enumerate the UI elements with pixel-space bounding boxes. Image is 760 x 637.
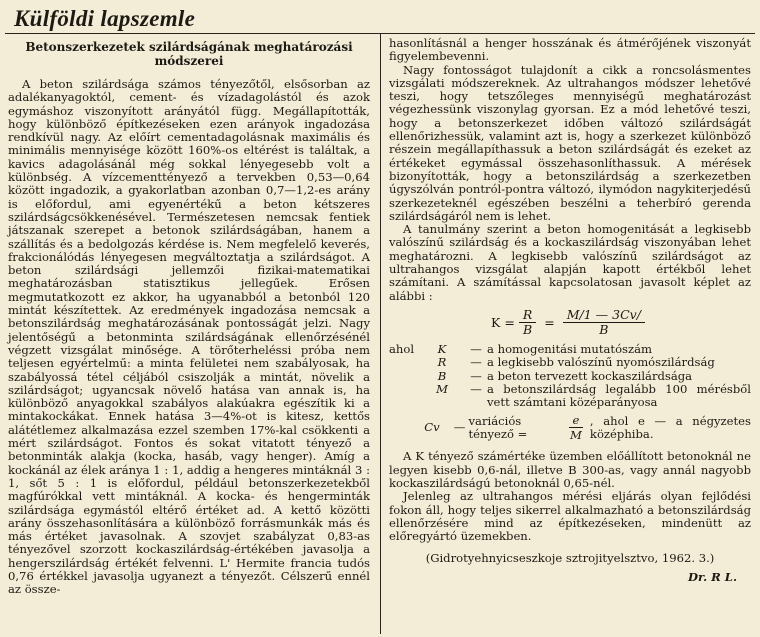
section-heading: Külföldi lapszemle (14, 6, 196, 31)
definition-symbol: M (436, 381, 448, 396)
definition-text: a beton tervezett kockaszilárdsága (487, 368, 693, 383)
cv-fraction (566, 413, 586, 442)
definition-row (389, 356, 751, 369)
definition-row (389, 383, 751, 410)
body-paragraph: A K tényező számértéke üzemben előállított betonoknál ne legyen kisebb 0,6-nál, illetve B 300-as, vagy annál nagyobb kockaszilárdságú betonoknál 0,65-nél. (389, 449, 751, 491)
formula-denominator: B (522, 321, 533, 337)
variation-coefficient (389, 413, 751, 442)
definition-dash: — (470, 381, 482, 396)
article-title: Betonszerkezetek szilárdságának meghatározási módszerei (25, 40, 353, 68)
formula-numerator: R (519, 308, 536, 323)
definitions-lead: ahol (389, 341, 415, 356)
formula-fraction-2 (563, 308, 645, 337)
formula-equals: = (544, 314, 555, 330)
column-divider (380, 34, 381, 634)
left-column (8, 38, 370, 597)
definition-symbol: B (437, 368, 447, 383)
definition-symbol: R (437, 355, 447, 370)
right-column (389, 37, 751, 584)
definition-dash: — (470, 341, 482, 356)
definition-dash: — (470, 368, 482, 383)
formula-denominator: B (599, 321, 609, 337)
body-paragraph: A tanulmány szerint a beton homogenitását a legkisebb valószínű szilárdság és a kockaszilárdság viszonyában lehet meghatározni. A legkisebb valószínű szilárdságot az ultrahangos vizsgálat alapján kapott értékből lehet számítani. A számítással kapcsolatosan javasolt képlet az alábbi : (389, 222, 751, 303)
definition-text: a legkisebb valószínű nyomószilárdság (487, 355, 715, 370)
definition-row (389, 343, 751, 356)
cv-symbol: Cv (424, 420, 440, 435)
source-citation: (Gidrotyehnyicseszkoje sztrojityelsztvo, 1962. 3.) (425, 550, 715, 565)
formula-numerator: M/1 — 3Cv/ (563, 308, 645, 323)
cv-numerator: e (569, 413, 584, 428)
body-paragraph: Nagy fontosságot tulajdonít a cikk a roncsolásmentes vizsgálati módszereknek. Az ultrahangos módszer lehetővé teszi, hogy tetszőleges mennyiségű meghatározást végezhessünk viszonylag gyorsan. Ez a mód lehetővé teszi, hogy a betonszerkezet időben változó szilárdságát ellenőrizhessük, valamint azt is, hogy a szerkezet különböző részein megállapíthassuk a beton szilárdságát és ezeket az értékeket egymással összehasonlíthassuk. A mérések bizonyították, hogy a betonszilárdság a szerkezetben úgyszólván pontról-pontra változó, ilymódon nagykiterjedésű szerkezeteknél egészében beszélni a teherbíró gerenda szilárdságáról nem is lehet. (389, 62, 751, 223)
definition-text: a betonszilárdság legalább 100 mérésből vett számtani középarányosa (487, 381, 751, 410)
body-paragraph: Jelenleg az ultrahangos mérési eljárás olyan fejlődési fokon áll, hogy teljes sikerrel alkalmazható a betonszilárdság ellenőrzésére mind az építkezéseken, mindenütt az előregyártó üzemekben. (389, 489, 751, 544)
definition-row (389, 370, 751, 383)
cv-post: , ahol e — a négyzetes középhiba. (589, 413, 751, 441)
definition-dash: — (470, 355, 482, 370)
cv-dash: — (453, 420, 466, 435)
definition-symbol: K (437, 341, 447, 356)
cv-denominator: M (570, 428, 582, 443)
cv-pre: variációs tényező = (468, 413, 528, 441)
body-paragraph: hasonlításnál a henger hosszának és átmérőjének viszonyát figyelembevenni. (389, 36, 751, 64)
formula-lhs: K = (491, 314, 515, 330)
definitions-list (389, 343, 751, 409)
homogeneity-formula (389, 308, 751, 337)
author-signature: Dr. R L. (687, 569, 737, 584)
definition-text: a homogenitási mutatószám (487, 341, 653, 356)
body-paragraph: A beton szilárdsága számos tényezőtől, elsősorban az adalékanyagoktól, cement- és vízadagolástól és azok egymáshoz viszonyított arányától függ. Megállapították, hogy különböző építkezéseken ezen arányok ingadozása rendkívül nagy. Az előírt cementadagolásnak maximális és minimális mennyisége között 160%-os eltérést is találtak, a kavics adagolásánál még sokkal lényegesebb volt a különbség. A vízcementtényező a tervekben 0,53—0,64 között ingadozik, a gyakorlatban azonban 0,7—1,2-es arány is előfordul, ami egyenértékű a beton kétszeres szilárdságcsökkenésével. Természetesen nemcsak fentiek játszanak szerepet a betonok szilárdságában, hanem a szállítás és a bedolgozás kérdése is. Nem megfelelő keverés, frakcionálódás lényegesen megváltoztatja a szilárdságot. A beton szilárdsági jellemzői fizikai-matematikai meghatározásban statisztikus jellegűek. Erősen megmutatkozott ez akkor, ha ugyanabból a betonból 120 mintát készítettek. Az eredmények ingadozása nemcsak a betonszilárdság meghatározásának pontosságát jelzi. Nagy jelentőségű a betonminta szilárdságának ellenőrzésénél végzett vizsgálat minősége. A törőterheléssi próba nem teljesen egyértelmű: a minta felületei nem szabályosak, ha szabályossá tétel céljából csiszolják a mintát, növelik a szilárdságot; ugyancsak növelő hatása van annak is, ha különböző anyagokkal szabályos alakúakra egészítik ki a mintakockákat. Ennek hatása 3—4%-ot is kitesz, kettős alátétlemez alkalmazása ezzel szemben 17%-kal csökkenti a mért szilárdságot. Fontos és sokat vitatott tényező a betonminták alakja (kocka, hasáb, vagy henger). Amíg a kockánál az élek aránya 1 : 1, addig a hengeres mintáknál 3 : 1, sőt 5 : 1 is előfordul, például betonszerkezetekből magfúrókkal vett mintáknál. A kocka- és hengerminták szilárdsága egymástól eltérő értéket ad. A kettő közötti arány összehasonlítására a különböző forrásmunkák más és más értéket javasolnak. A szovjet szabályzat 0,83-as tényezővel szorzott kockaszilárdság-értékében javasolja a hengerszilárdság értékét felvenni. L' Hermite francia tudós 0,76 értékkel javasolja ugyanezt a tényezőt. Célszerű ennél az össze- (8, 77, 370, 597)
formula-fraction-1 (519, 308, 536, 337)
